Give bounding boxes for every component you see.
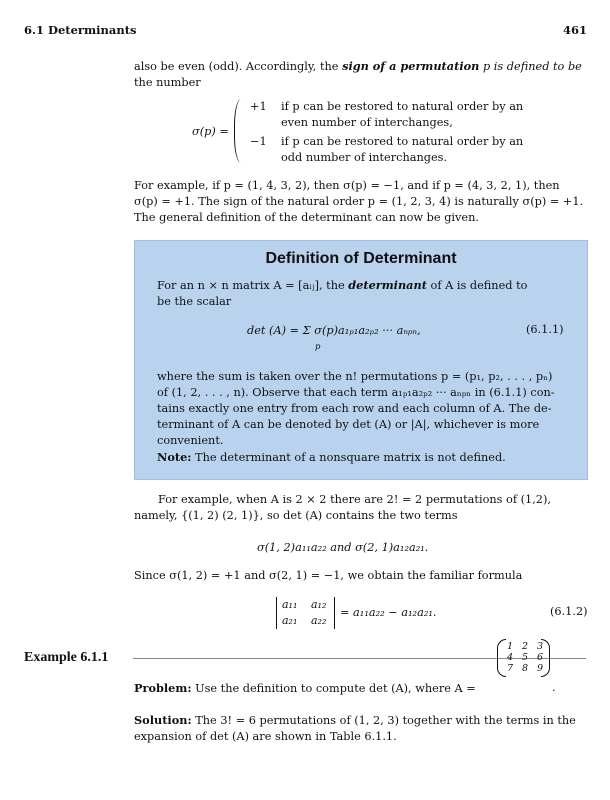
problem-label: Problem:	[134, 681, 192, 695]
def-body-line4: terminant of A can be denoted by det (A) or |A|, whichever is more	[157, 418, 540, 431]
def-line1a: For an n × n matrix A = [aᵢⱼ], the	[157, 279, 345, 292]
eq-num-6-1-1: (6.1.1)	[526, 323, 564, 336]
intro-line2: the number	[134, 76, 201, 89]
definition-body	[157, 369, 571, 466]
matrix-period: .	[552, 681, 556, 694]
note-label: Note:	[157, 450, 192, 464]
case1-value: +1	[250, 100, 267, 113]
two-by-two-line2: namely, {(1, 2) (2, 1)}, so det (A) contains the two terms	[134, 509, 458, 522]
two-by-two-line1: For example, when A is 2 × 2 there are 2! = 2 permutations of (1,2),	[158, 493, 551, 506]
matrix-cell: 9	[536, 663, 543, 674]
det-a22: a₂₂	[311, 614, 327, 627]
det-a11: a₁₁	[282, 598, 298, 611]
intro-paragraph	[134, 58, 590, 91]
det-bar-left	[276, 597, 277, 629]
example-title: Example 6.1.1	[24, 650, 109, 665]
intro-line1c: p is defined to be	[482, 60, 582, 73]
determinant-formula: det (A) = Σ σ(p)a₁ₚ₁a₂ₚ₂ ··· aₙₚₙ,	[247, 324, 421, 337]
matrix-cell: 5	[521, 652, 529, 663]
def-line2: be the scalar	[157, 295, 232, 308]
running-header-section: 6.1 Determinants	[24, 23, 137, 37]
det-bar-right	[334, 597, 335, 629]
definition-box	[134, 240, 588, 480]
det-a12: a₁₂	[311, 598, 327, 611]
def-body-line3: tains exactly one entry from each row and each column of A. The de-	[157, 402, 552, 415]
det-rhs: = a₁₁a₂₂ − a₁₂a₂₁.	[340, 606, 437, 619]
matrix-cell: 8	[521, 663, 529, 674]
solution-label: Solution:	[134, 713, 192, 727]
solution-line1: The 3! = 6 permutations of (1, 2, 3) together with the terms in the	[195, 714, 576, 727]
definition-title: Definition of Determinant	[265, 250, 457, 267]
matrix-cell: 3	[536, 641, 543, 652]
since-line: Since σ(1, 2) = +1 and σ(2, 1) = −1, we obtain the familiar formula	[134, 569, 523, 582]
example-line2: σ(p) = +1. The sign of the natural order p = (1, 2, 3, 4) is naturally σ(p) = +1.	[134, 195, 584, 208]
matrix-cell: 2	[521, 641, 529, 652]
def-line1c: of A is defined to	[430, 279, 528, 292]
solution-line2: expansion of det (A) are shown in Table 6.1.1.	[134, 730, 397, 743]
case1-line2: even number of interchanges,	[281, 116, 453, 129]
matrix-cell: 4	[507, 652, 514, 663]
det-a21: a₂₁	[282, 614, 298, 627]
matrix-A	[507, 641, 543, 674]
problem-text: Use the definition to compute det (A), where A =	[195, 682, 476, 695]
left-brace	[234, 99, 241, 163]
case2-line2: odd number of interchanges.	[281, 151, 448, 164]
def-body-line5: convenient.	[157, 434, 224, 447]
term-determinant: determinant	[348, 278, 427, 292]
matrix-cell: 6	[536, 652, 543, 663]
term-sign-of-permutation: sign of a permutation	[342, 59, 480, 73]
definition-intro	[157, 277, 567, 310]
solution-paragraph	[134, 712, 590, 745]
case2-value: −1	[250, 135, 267, 148]
sign-def-lhs: σ(p) =	[192, 125, 229, 138]
intro-line1a: also be even (odd). Accordingly, the	[134, 60, 339, 73]
two-by-two-paragraph	[134, 492, 590, 524]
page-number: 461	[563, 23, 588, 37]
formula-subscript: p	[315, 342, 321, 352]
case2-line1: if p can be restored to natural order by an	[281, 135, 524, 148]
case1-line1: if p can be restored to natural order by an	[281, 100, 524, 113]
def-body-line1: where the sum is taken over the n! permutations p = (p₁, p₂, . . . , pₙ)	[157, 370, 553, 383]
example-line3: The general definition of the determinant can now be given.	[134, 211, 479, 224]
note-text: The determinant of a nonsquare matrix is not defined.	[195, 451, 506, 464]
matrix-cell: 1	[507, 641, 514, 652]
two-terms: σ(1, 2)a₁₁a₂₂ and σ(2, 1)a₁₂a₂₁.	[257, 541, 429, 554]
matrix-paren-left	[497, 639, 506, 677]
matrix-cell: 7	[507, 663, 514, 674]
example-paragraph	[134, 178, 590, 226]
eq-num-6-1-2: (6.1.2)	[550, 605, 588, 618]
example-line1: For example, if p = (1, 4, 3, 2), then σ(p) = −1, and if p = (4, 3, 2, 1), then	[134, 179, 560, 192]
def-body-line2: of (1, 2, . . . , n). Observe that each term a₁ₚ₁a₂ₚ₂ ··· aₙₚₙ in (6.1.1) con-	[157, 386, 555, 399]
problem-line	[134, 680, 476, 697]
